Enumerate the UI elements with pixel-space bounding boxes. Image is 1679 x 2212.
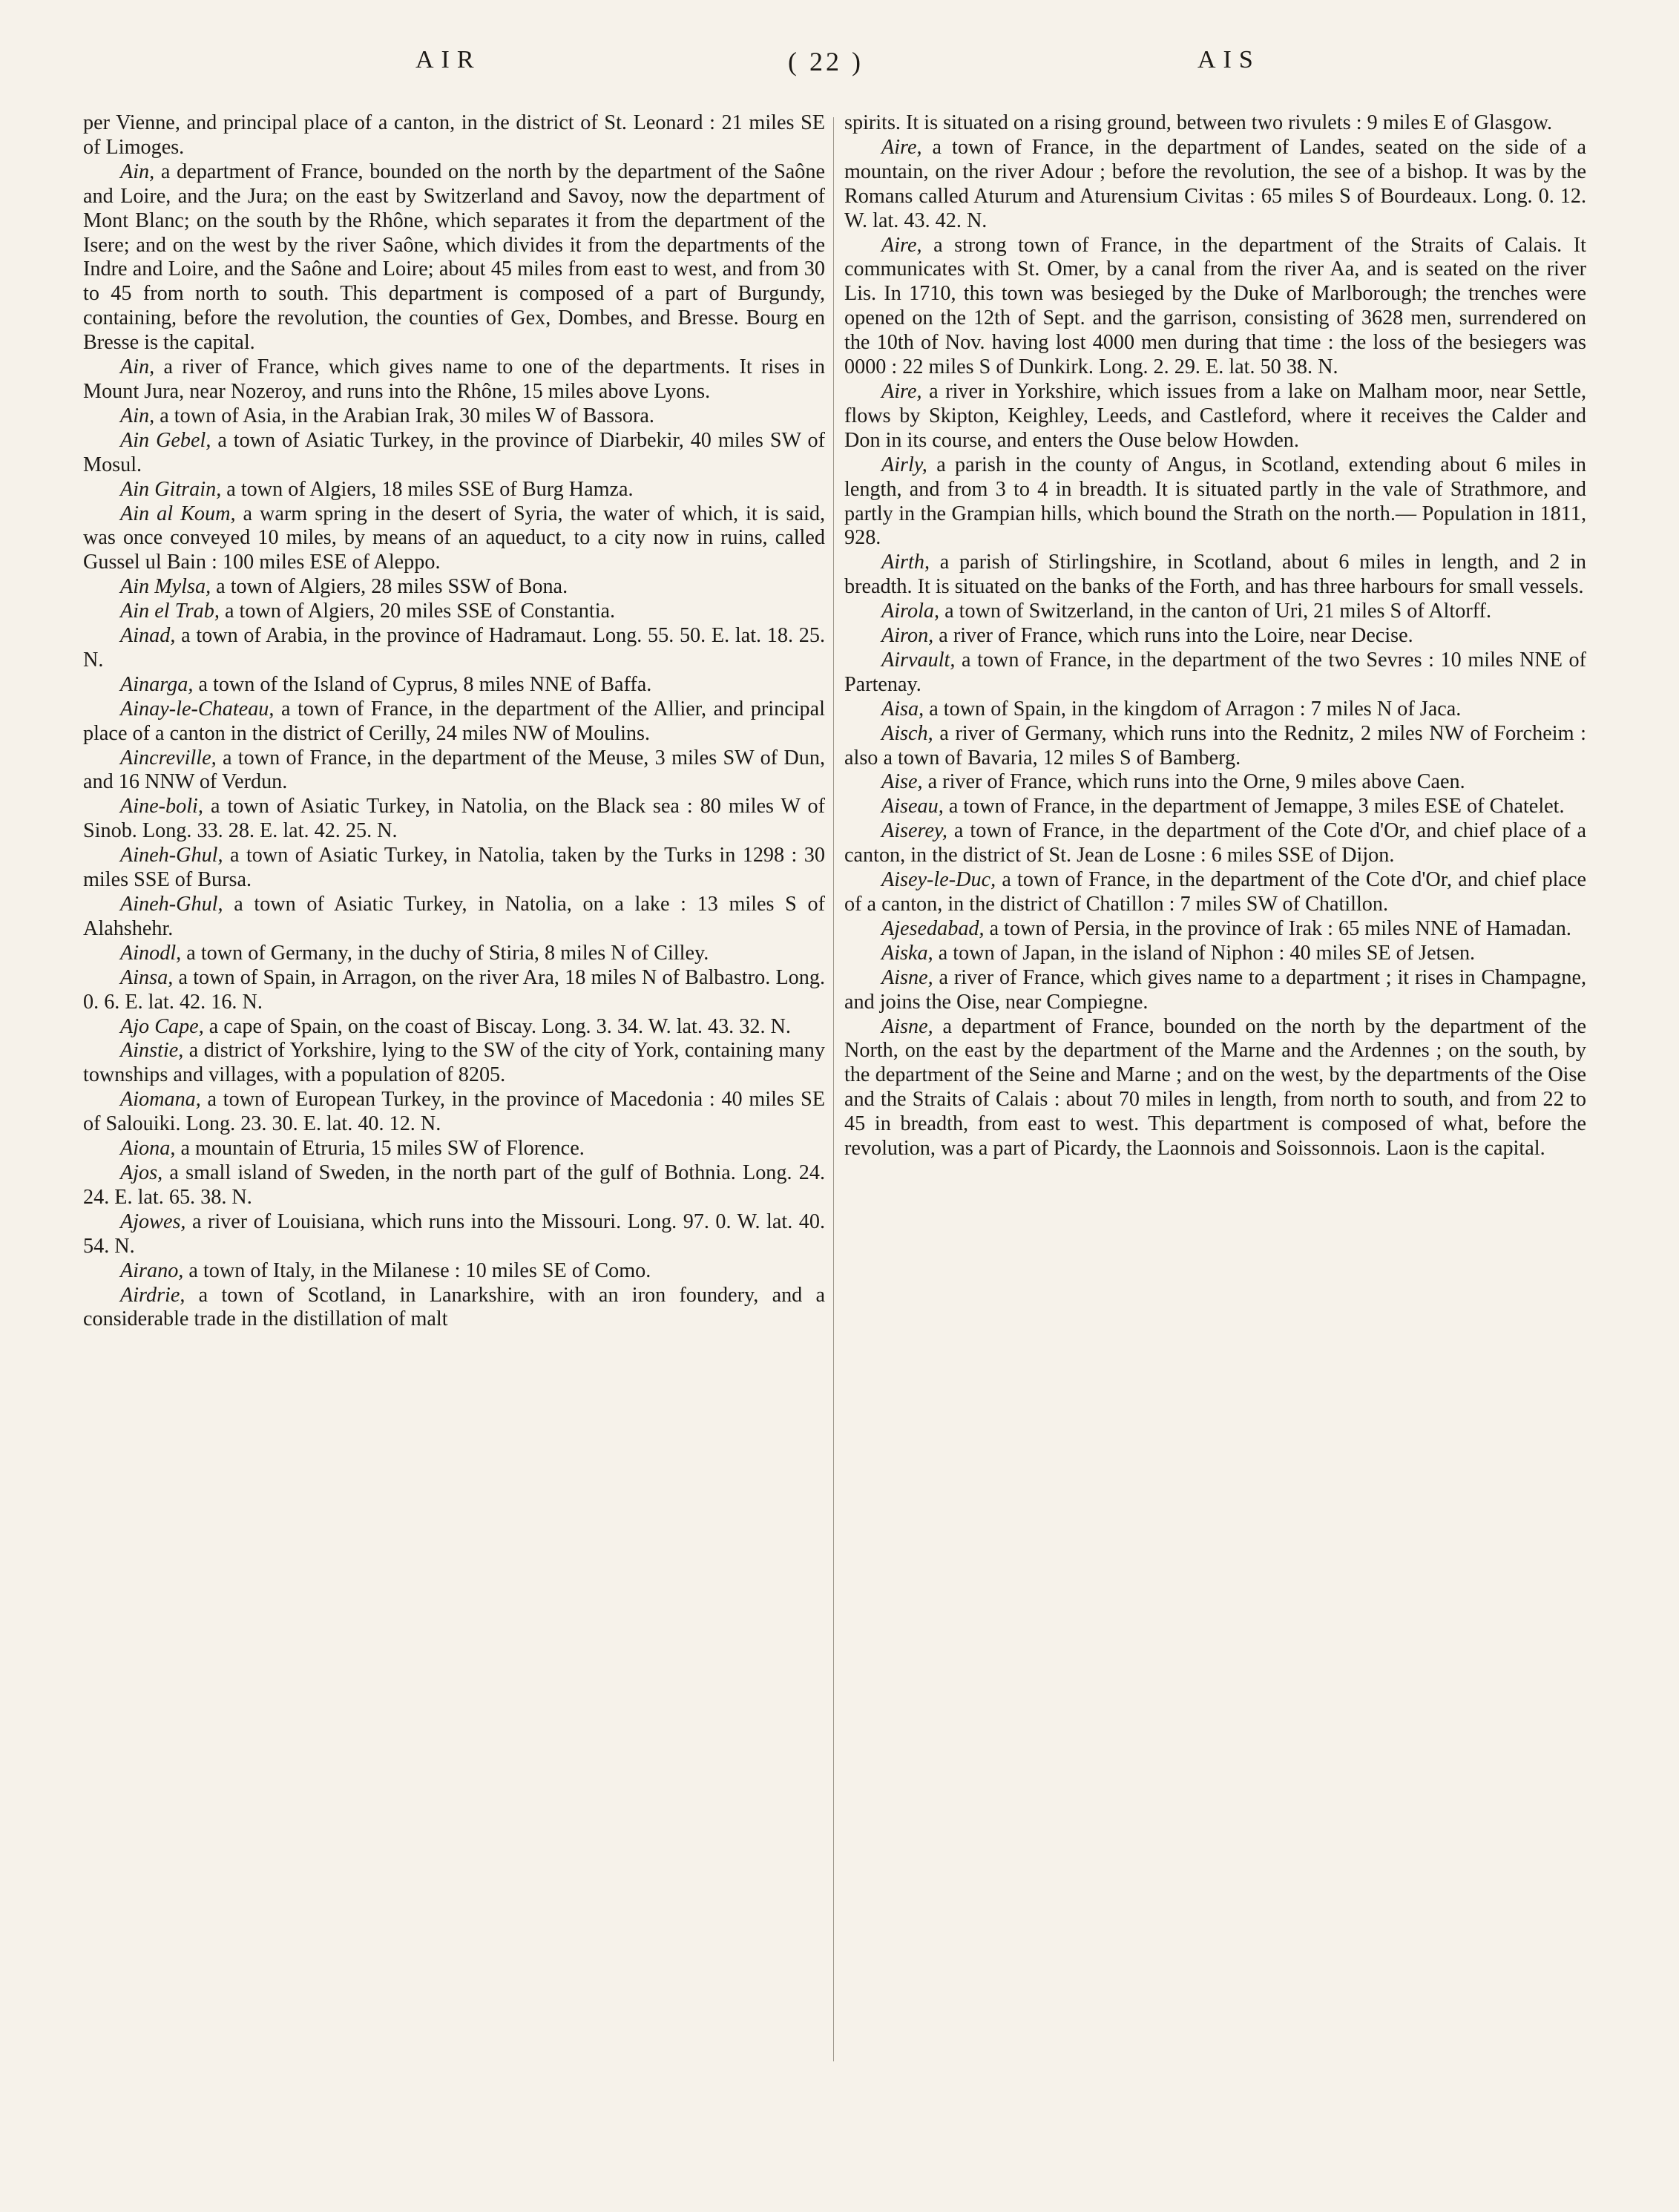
- entry-headword: Ain el Trab,: [120, 600, 220, 623]
- entry-headword: Airano,: [120, 1258, 184, 1282]
- entry-text: a town of European Turkey, in the province of Macedonia : 40 miles SE of Salouiki. Long. 23. 30. E. lat. 40. 12. N.: [83, 1088, 825, 1136]
- entry-text: a town of Algiers, 20 miles SSE of Constantia.: [219, 600, 616, 623]
- entry-headword: Aiona,: [120, 1137, 176, 1161]
- entry-headword: Ajesedabad,: [881, 916, 985, 940]
- gazetteer-entry: [83, 893, 825, 942]
- entry-headword: Airth,: [881, 551, 930, 574]
- entry-text: a town of Scotland, in Lanarkshire, with an iron foundery, and a considerable trade in the distillation of malt: [83, 1283, 825, 1331]
- entry-text: a town of Italy, in the Milanese : 10 miles SE of Como.: [183, 1258, 651, 1282]
- entry-text: a town of France, in the department of the Cote d'Or, and chief place of a canton, in the district of Chatillon : 7 miles SW of Chatillon.: [844, 868, 1586, 916]
- entry-text: a town of France, in the department of Landes, seated on the side of a mountain, on the river Adour ; before the revolution, the see of a bishop. It was by the Romans called Aturum and Aturensium Civitas : 65 miles S of Bourdeaux. Long. 0. 12. W. lat. 43. 42. N.: [844, 135, 1586, 232]
- entry-text: a town of Asia, in the Arabian Irak, 30 miles W of Bassora.: [154, 404, 654, 427]
- entry-text: a town of Spain, in Arragon, on the river Ara, 18 miles N of Balbastro. Long. 0. 6. E. lat. 42. 16. N.: [83, 965, 825, 1014]
- gazetteer-entry: [844, 649, 1586, 698]
- entry-headword: Airvault,: [881, 648, 956, 672]
- entry-headword: Ain Gitrain,: [120, 477, 222, 501]
- gazetteer-entry: [83, 111, 825, 160]
- entry-headword: Ain Gebel,: [120, 428, 211, 452]
- entry-headword: Ajowes,: [120, 1210, 186, 1233]
- entry-text: a warm spring in the desert of Syria, the water of which, it is said, was once conveyed 10 miles, by means of an aqueduct, to a city now in ruins, called Gussel ul Bain : 100 miles ESE of Aleppo.: [83, 502, 825, 574]
- entry-text: a cape of Spain, on the coast of Biscay. Long. 3. 34. W. lat. 43. 32. N.: [203, 1014, 791, 1038]
- gazetteer-entry: [844, 966, 1586, 1015]
- entry-headword: Aincreville,: [120, 746, 217, 769]
- entry-text: a town of Asiatic Turkey, in the province of Diarbekir, 40 miles SW of Mosul.: [83, 428, 825, 476]
- entry-headword: Aineh-Ghul,: [120, 844, 223, 867]
- entry-headword: Ainodl,: [120, 941, 182, 965]
- entry-text: a town of Germany, in the duchy of Stiria, 8 miles N of Cilley.: [181, 941, 709, 965]
- gazetteer-entry: [844, 770, 1586, 795]
- entry-text: a river in Yorkshire, which issues from a lake on Malham moor, near Settle, flows by Skipton, Keighley, Leeds, and Castleford, where it receives the Calder and Don in its course, and enters the Ouse below Howden.: [844, 379, 1586, 452]
- gazetteer-entry: [844, 917, 1586, 942]
- gazetteer-entry: [844, 795, 1586, 819]
- gazetteer-entry: [83, 1284, 825, 1333]
- entry-headword: Aire,: [881, 233, 922, 257]
- entry-headword: Airon,: [881, 624, 934, 648]
- entry-headword: Airly,: [881, 453, 927, 476]
- page-number: ( 22 ): [788, 47, 864, 76]
- entry-headword: Aire,: [881, 379, 922, 403]
- entry-text: a town of France, in the department of the Meuse, 3 miles SW of Dun, and 16 NNW of Verdun.: [83, 746, 825, 794]
- gazetteer-entry: [83, 1137, 825, 1161]
- gazetteer-entry: [83, 1259, 825, 1284]
- gazetteer-entry: [83, 600, 825, 624]
- entry-text: a parish in the county of Angus, in Scotland, extending about 6 miles in length, and from 3 to 4 in breadth. It is situated partly in the vale of Strathmore, and partly in the Grampian hills, which bound the Strath on the north.— Population in 1811, 928.: [844, 453, 1586, 550]
- gazetteer-entry: [844, 698, 1586, 722]
- column-divider: [833, 117, 834, 2061]
- entry-text: a river of Germany, which runs into the Rednitz, 2 miles NW of Forcheim : also a town of Bavaria, 12 miles S of Bamberg.: [844, 721, 1586, 769]
- entry-headword: Ainsa,: [120, 965, 174, 989]
- gazetteer-entry: [83, 355, 825, 404]
- gazetteer-entry: [844, 600, 1586, 624]
- entry-text: a river of France, which runs into the Orne, 9 miles above Caen.: [922, 770, 1465, 794]
- entry-headword: Ain Mylsa,: [120, 575, 211, 599]
- entry-text: a town of Japan, in the island of Niphon : 40 miles SE of Jetsen.: [933, 941, 1476, 965]
- entry-text: a small island of Sweden, in the north part of the gulf of Bothnia. Long. 24. 24. E. lat. 65. 38. N.: [83, 1161, 825, 1209]
- gazetteer-entry: [83, 1039, 825, 1088]
- entry-headword: Ajos,: [120, 1161, 163, 1184]
- gazetteer-entry: [844, 942, 1586, 966]
- right-column: [844, 111, 1586, 2182]
- entry-text: a town of the Island of Cyprus, 8 miles NNE of Baffa.: [193, 672, 652, 696]
- gazetteer-entry: [83, 160, 825, 355]
- entry-headword: Airdrie,: [120, 1283, 185, 1307]
- entry-headword: Aineh-Ghul,: [120, 893, 223, 916]
- entry-text: a river of Louisiana, which runs into the Missouri. Long. 97. 0. W. lat. 40. 54. N.: [83, 1210, 825, 1258]
- gazetteer-entry: [844, 234, 1586, 380]
- entry-text: a department of France, bounded on the north by the department of the North, on the east by the department of the Marne and the Ardennes ; on the south, by the department of the Seine and Marne ; and on the west, by the departments of the Oise and the Straits of Calais : about 70 miles in length, from north to south, and from 22 to 45 in breadth, from east to west. This department is composed of what, before the revolution, was a part of Picardy, the Laonnois and Soissonnois. Laon is the capital.: [844, 1014, 1586, 1161]
- entry-headword: Aise,: [881, 770, 923, 794]
- header-left-word: AIR: [415, 46, 482, 73]
- entry-text: a town of Persia, in the province of Irak : 65 miles NNE of Hamadan.: [984, 916, 1571, 940]
- entry-text: a town of Switzerland, in the canton of Uri, 21 miles S of Altorff.: [939, 600, 1492, 623]
- entry-headword: Ainad,: [120, 624, 176, 648]
- gazetteer-entry: [844, 1015, 1586, 1161]
- entry-text: a town of Spain, in the kingdom of Arragon : 7 miles N of Jaca.: [924, 697, 1462, 721]
- entry-text: a river of France, which gives name to a department ; it rises in Champagne, and joins the Oise, near Compiegne.: [844, 965, 1586, 1014]
- gazetteer-entry: [844, 819, 1586, 868]
- left-column: [83, 111, 825, 2182]
- gazetteer-entry: [83, 429, 825, 478]
- entry-text: a town of Arabia, in the province of Hadramaut. Long. 55. 50. E. lat. 18. 25. N.: [83, 624, 825, 672]
- entry-headword: Aiska,: [881, 941, 933, 965]
- gazetteer-entry: [83, 746, 825, 795]
- gazetteer-entry: [83, 698, 825, 746]
- entry-headword: Aisa,: [881, 697, 924, 721]
- gazetteer-entry: [844, 111, 1586, 136]
- gazetteer-entry: [844, 722, 1586, 771]
- gazetteer-entry: [83, 1161, 825, 1210]
- entry-headword: Aisey-le-Duc,: [881, 868, 996, 892]
- entry-text: a town of Algiers, 28 miles SSW of Bona.: [211, 575, 568, 599]
- entry-headword: Aisne,: [881, 965, 933, 989]
- entry-text: a district of Yorkshire, lying to the SW of the city of York, containing many townships and villages, with a population of 8205.: [83, 1039, 825, 1087]
- header-right-word: AIS: [1197, 46, 1261, 73]
- entry-text: a parish of Stirlingshire, in Scotland, about 6 miles in length, and 2 in breadth. It is situated on the banks of the Forth, and has three harbours for small vessels.: [844, 551, 1586, 599]
- gazetteer-entry: [844, 624, 1586, 649]
- gazetteer-entry: [83, 575, 825, 600]
- entry-headword: Airola,: [881, 600, 940, 623]
- gazetteer-entry: [83, 942, 825, 966]
- entry-headword: Aiomana,: [120, 1088, 201, 1112]
- gazetteer-entry: [83, 1015, 825, 1040]
- entry-text: a town of France, in the department of Jemappe, 3 miles ESE of Chatelet.: [943, 795, 1565, 818]
- gazetteer-entry: [844, 136, 1586, 234]
- entry-text: a town of Asiatic Turkey, in Natolia, on a lake : 13 miles S of Alahshehr.: [83, 893, 825, 940]
- gazetteer-entry: [844, 868, 1586, 917]
- gazetteer-entry: [83, 624, 825, 673]
- entry-text: per Vienne, and principal place of a canton, in the district of St. Leonard : 21 miles SE of Limoges.: [83, 111, 825, 159]
- gazetteer-entry: [844, 551, 1586, 600]
- gazetteer-entry: [83, 795, 825, 844]
- entry-headword: Ain,: [120, 404, 155, 427]
- entry-headword: Aisne,: [881, 1014, 933, 1038]
- entry-text: a mountain of Etruria, 15 miles SW of Florence.: [175, 1137, 585, 1161]
- entry-headword: Aiseau,: [881, 795, 944, 818]
- gazetteer-entry: [844, 380, 1586, 453]
- gazetteer-entry: [83, 1210, 825, 1259]
- entry-text: a town of Asiatic Turkey, in Natolia, taken by the Turks in 1298 : 30 miles SSE of Bursa.: [83, 844, 825, 892]
- gazetteer-entry: [83, 844, 825, 893]
- entry-headword: Aine-boli,: [120, 795, 203, 818]
- entry-text: a town of France, in the department of the Allier, and principal place of a canton in the district of Cerilly, 24 miles NW of Moulins.: [83, 697, 825, 745]
- gazetteer-entry: [83, 966, 825, 1015]
- entry-headword: Ain al Koum,: [120, 502, 236, 525]
- entry-headword: Ajo Cape,: [120, 1014, 204, 1038]
- entry-text: a strong town of France, in the department of the Straits of Calais. It communicates with St. Omer, by a canal from the river Aa, and is seated on the river Lis. In 1710, this town was besieged by the Duke of Marlborough; the trenches were opened on the 12th of Sept. and the garrison, consisting of 3628 men, surrendered on the 10th of Nov. having lost 4000 men during that time : the loss of the besiegers was 0000 : 22 miles S of Dunkirk. Long. 2. 29. E. lat. 50 38. N.: [844, 233, 1586, 379]
- running-header: [0, 46, 1679, 91]
- entry-headword: Aire,: [881, 135, 922, 159]
- gazetteer-entry: [83, 673, 825, 698]
- entry-headword: Aiserey,: [881, 819, 947, 843]
- entry-headword: Ainarga,: [120, 672, 194, 696]
- gazetteer-entry: [83, 1088, 825, 1137]
- entry-text: a river of France, which gives name to one of the departments. It rises in Mount Jura, near Nozeroy, and runs into the Rhône, 15 miles above Lyons.: [83, 355, 825, 403]
- entry-text: a river of France, which runs into the Loire, near Decise.: [933, 624, 1413, 648]
- entry-text: spirits. It is situated on a rising ground, between two rivulets : 9 miles E of Glasgow.: [844, 111, 1553, 134]
- gazetteer-entry: [83, 502, 825, 576]
- gazetteer-entry: [844, 453, 1586, 551]
- entry-text: a department of France, bounded on the north by the department of the Saône and Loire, and the Jura; on the east by Switzerland and Savoy, now the department of Mont Blanc; on the south by the Rhône, which separates it from the department of the Isere; and on the west by the river Saône, which divides it from the departments of the Indre and Loire, and the Saône and Loire; about 45 miles from east to west, and from 30 to 45 from north to south. This department is composed of a part of Burgundy, containing, before the revolution, the counties of Gex, Dombes, and Bresse. Bourg en Bresse is the capital.: [83, 160, 825, 355]
- entry-headword: Ain,: [120, 355, 155, 379]
- entry-text: a town of Asiatic Turkey, in Natolia, on the Black sea : 80 miles W of Sinob. Long. 33. 28. E. lat. 42. 25. N.: [83, 795, 825, 843]
- entry-headword: Aisch,: [881, 721, 933, 745]
- gazetteer-entry: [83, 404, 825, 429]
- entry-headword: Ainstie,: [120, 1039, 184, 1063]
- entry-text: a town of France, in the department of the Cote d'Or, and chief place of a canton, in the district of St. Jean de Losne : 6 miles SSE of Dijon.: [844, 819, 1586, 867]
- entry-text: a town of France, in the department of the two Sevres : 10 miles NNE of Partenay.: [844, 648, 1586, 696]
- gazetteer-entry: [83, 478, 825, 502]
- entry-text: a town of Algiers, 18 miles SSE of Burg Hamza.: [221, 477, 634, 501]
- entry-headword: Ain,: [120, 160, 155, 183]
- entry-headword: Ainay-le-Chateau,: [120, 697, 275, 721]
